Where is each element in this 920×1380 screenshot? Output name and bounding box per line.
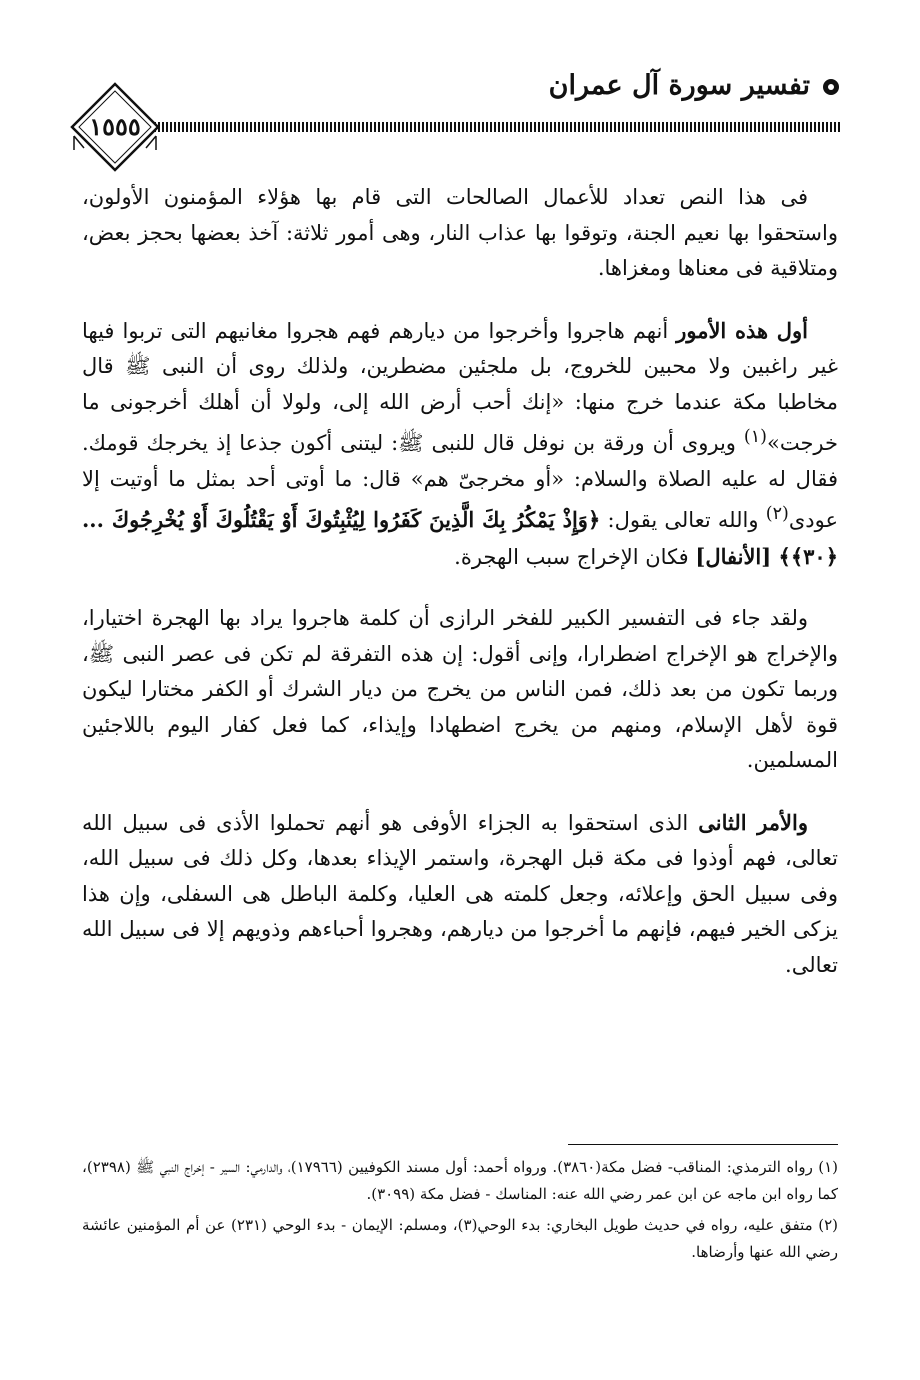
footnote-1: (١) رواه الترمذي: المناقب- فضل مكة(٣٨٦٠). ورواه أحمد: أول مسند الكوفيين (١٧٩٦٦)، والدارمي: السير - إخراج النبي ﷺ (٢٣٩٨)، كما رواه ابن ماجه عن ابن عمر رضي الله عنه: المناسك - فضل مكة (٣٠٩٩). (82, 1158, 839, 1203)
paragraph-1: فى هذا النص تعداد للأعمال الصالحات التى قام بها هؤلاء المؤمنون الأولون، واستحقوا بها نعيم الجنة، وتوقوا بها عذاب النار، وهى أمور ثلاثة: آخذ بعضها بحجز بعض، ومتلاقية فى معناها ومغزاها. (82, 185, 838, 280)
ornament-icon (822, 78, 840, 96)
quran-verse: ﴿وَإِذْ يَمْكُرُ بِكَ الَّذِينَ كَفَرُوا لِيُثْبِتُوكَ أَوْ يَقْتُلُوكَ أَوْ يُخْرِجُوكَ ... ﴿٣٠﴾﴾ [الأنفال] (82, 507, 838, 569)
page-header (70, 60, 840, 170)
footnote-2: (٢) متفق عليه، رواه في حديث طويل البخاري: بدء الوحي(٣)، ومسلم: الإيمان - بدء الوحي (٢٣١) عن أم المؤمنين عائشة رضي الله عنها وأرضاها. (82, 1216, 839, 1261)
paragraph-2-text-a: أنهم هاجروا وأخرجوا من ديارهم فهم هجروا مغانيهم التى تربوا فيها غير راغبين ولا محبين للخروج، بل ملجئين مضطرين، ولذلك روى أن النبى ﷺ قال مخاطبا مكة عندما خرج منها: «إنك أحب أرض الله إلى، ولولا أن أهلك أخرجونى ما خرجت» (82, 318, 838, 455)
footnotes (82, 1154, 838, 1270)
main-text (82, 180, 838, 1009)
paragraph-2 (82, 313, 838, 576)
footnote-ref-1[interactable]: (١) (743, 427, 767, 447)
paragraph-4-text: الذى استحقوا به الجزاء الأوفى هو أنهم تحملوا الأذى فى سبيل الله تعالى، فهم أوذوا فى مكة قبل الهجرة، واستمر الإيذاء بعدها، وكل ذلك فى سبيل الله، وفى سبيل الحق وإعلائه، وجعل كلمته هى العليا، وكلمة الباطل هى السفلى، وإن هذا يزكى الخير فيهم، فإنهم ما أخرجوا من ديارهم، وهجروا أحباءهم وذويهم إلا فى سبيل الله تعالى. (82, 810, 838, 977)
footnote-separator (568, 1144, 838, 1145)
paragraph-2-text-d: فكان الإخراج سبب الهجرة. (454, 544, 696, 569)
paragraph-4-lead: والأمر الثانى (698, 809, 808, 835)
header-rule (150, 122, 840, 132)
chapter-title: تفسير سورة آل عمران (548, 70, 810, 101)
paragraph-2-text-b: ويروى أن ورقة بن نوفل قال للنبى ﷺ: ليتنى أكون جذعا إذ يخرجك قومك. فقال له عليه الصلاة والسلام: «أو مخرجىّ هم» قال: ما أوتى أحد بمثل ما أوتيت إلا عودى (82, 431, 838, 532)
paragraph-2-lead: أول هذه الأمور (676, 317, 808, 343)
footnote-ref-2[interactable]: (٢) (765, 504, 789, 524)
page-number: ١٥٥٥ (89, 112, 141, 141)
paragraph-3: ولقد جاء فى التفسير الكبير للفخر الرازى أن كلمة هاجروا يراد بها الهجرة اختيارا، والإخراج هو الإخراج اضطرارا، وإنى أقول: إن هذه التفرقة لم تكن فى عصر النبى ﷺ، وربما تكون من بعد ذلك، فمن الناس من يخرج من ديار الشرك أو الكفر مختارا ليكون قوة لأهل الإسلام، ومنهم من يخرج اضطهادا وإيذاء، كما فعل كفار اليوم باللاجئين المسلمين. (82, 606, 838, 772)
paragraph-2-text-c: والله تعالى يقول: (600, 508, 766, 532)
paragraph-4 (82, 805, 838, 984)
